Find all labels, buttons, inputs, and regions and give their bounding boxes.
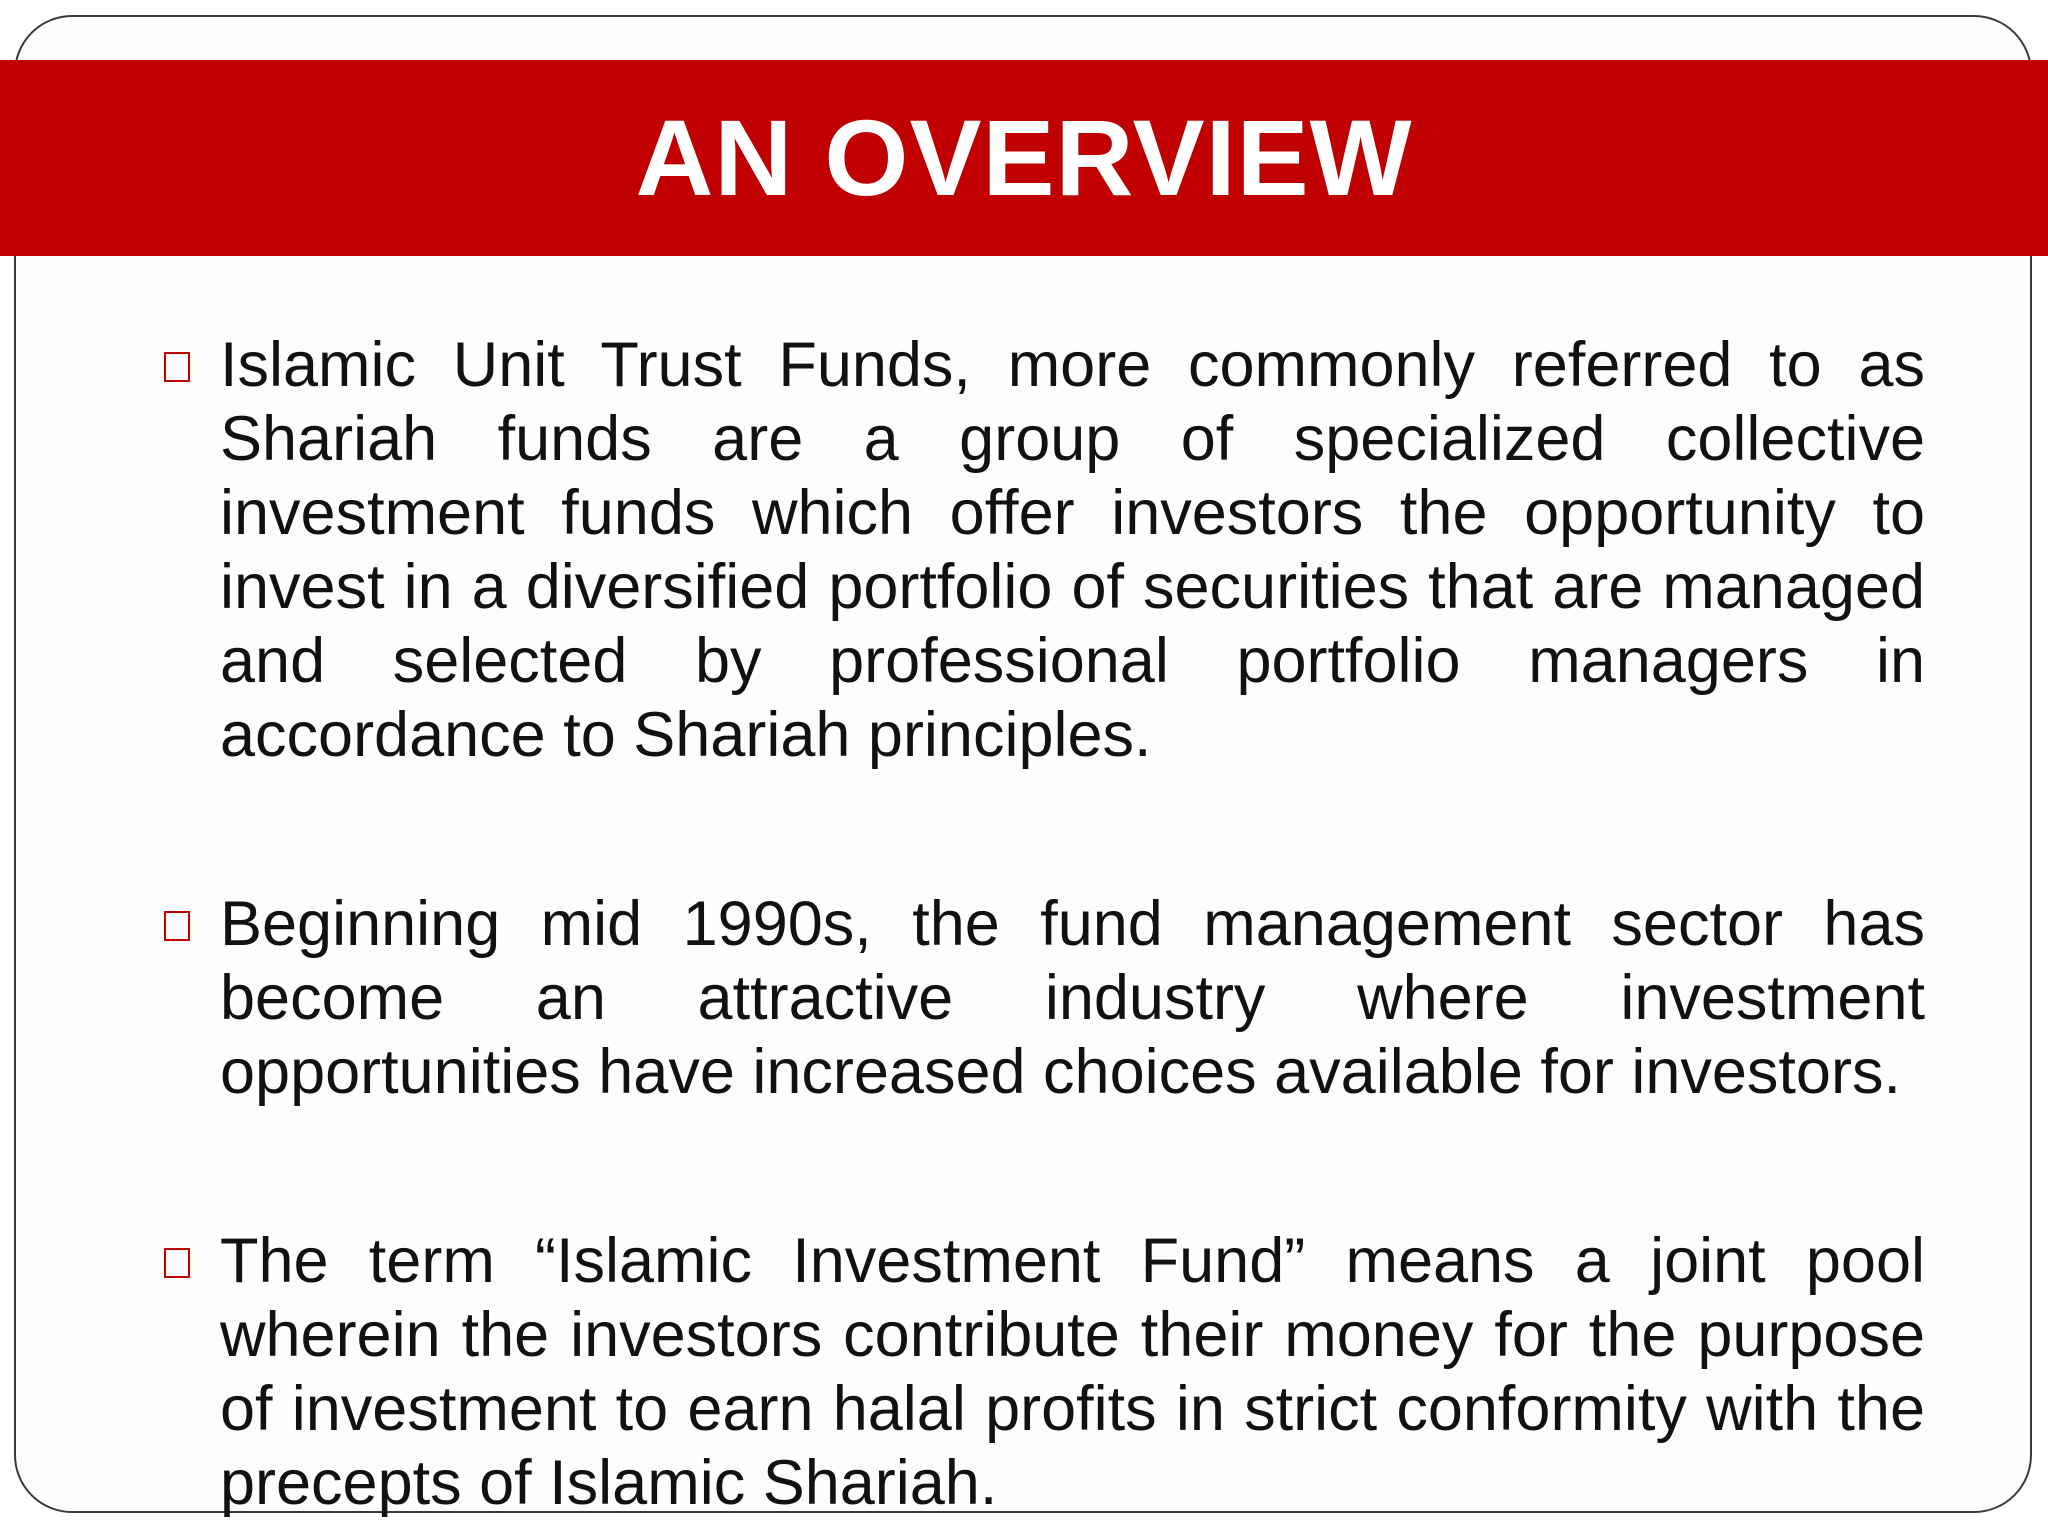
bullet-text: Islamic Unit Trust Funds, more commonly referred to as Shariah funds are a group of specialized collective investment funds which offer investors the opportunity to invest in a diversified portfolio of securities that are managed and selected by professional portfolio managers in accordance to Shariah principles.	[220, 330, 1925, 770]
bullet-list	[160, 328, 1925, 1536]
slide-title: AN OVERVIEW	[635, 97, 1413, 218]
title-banner	[0, 60, 2048, 256]
hollow-square-icon	[164, 911, 190, 941]
bullet-text: The term “Islamic Investment Fund” means a joint pool wherein the investors contribute their money for the purpose of investment to earn halal profits in strict conformity with the precepts of Islamic Shariah.	[220, 1226, 1925, 1518]
hollow-square-icon	[164, 1248, 190, 1278]
bullet-item	[160, 328, 1925, 772]
hollow-square-icon	[164, 352, 190, 382]
bullet-item	[160, 887, 1925, 1109]
bullet-item	[160, 1224, 1925, 1520]
bullet-text: Beginning mid 1990s, the fund management sector has become an attractive industry where investment opportunities have increased choices available for investors.	[220, 889, 1925, 1107]
